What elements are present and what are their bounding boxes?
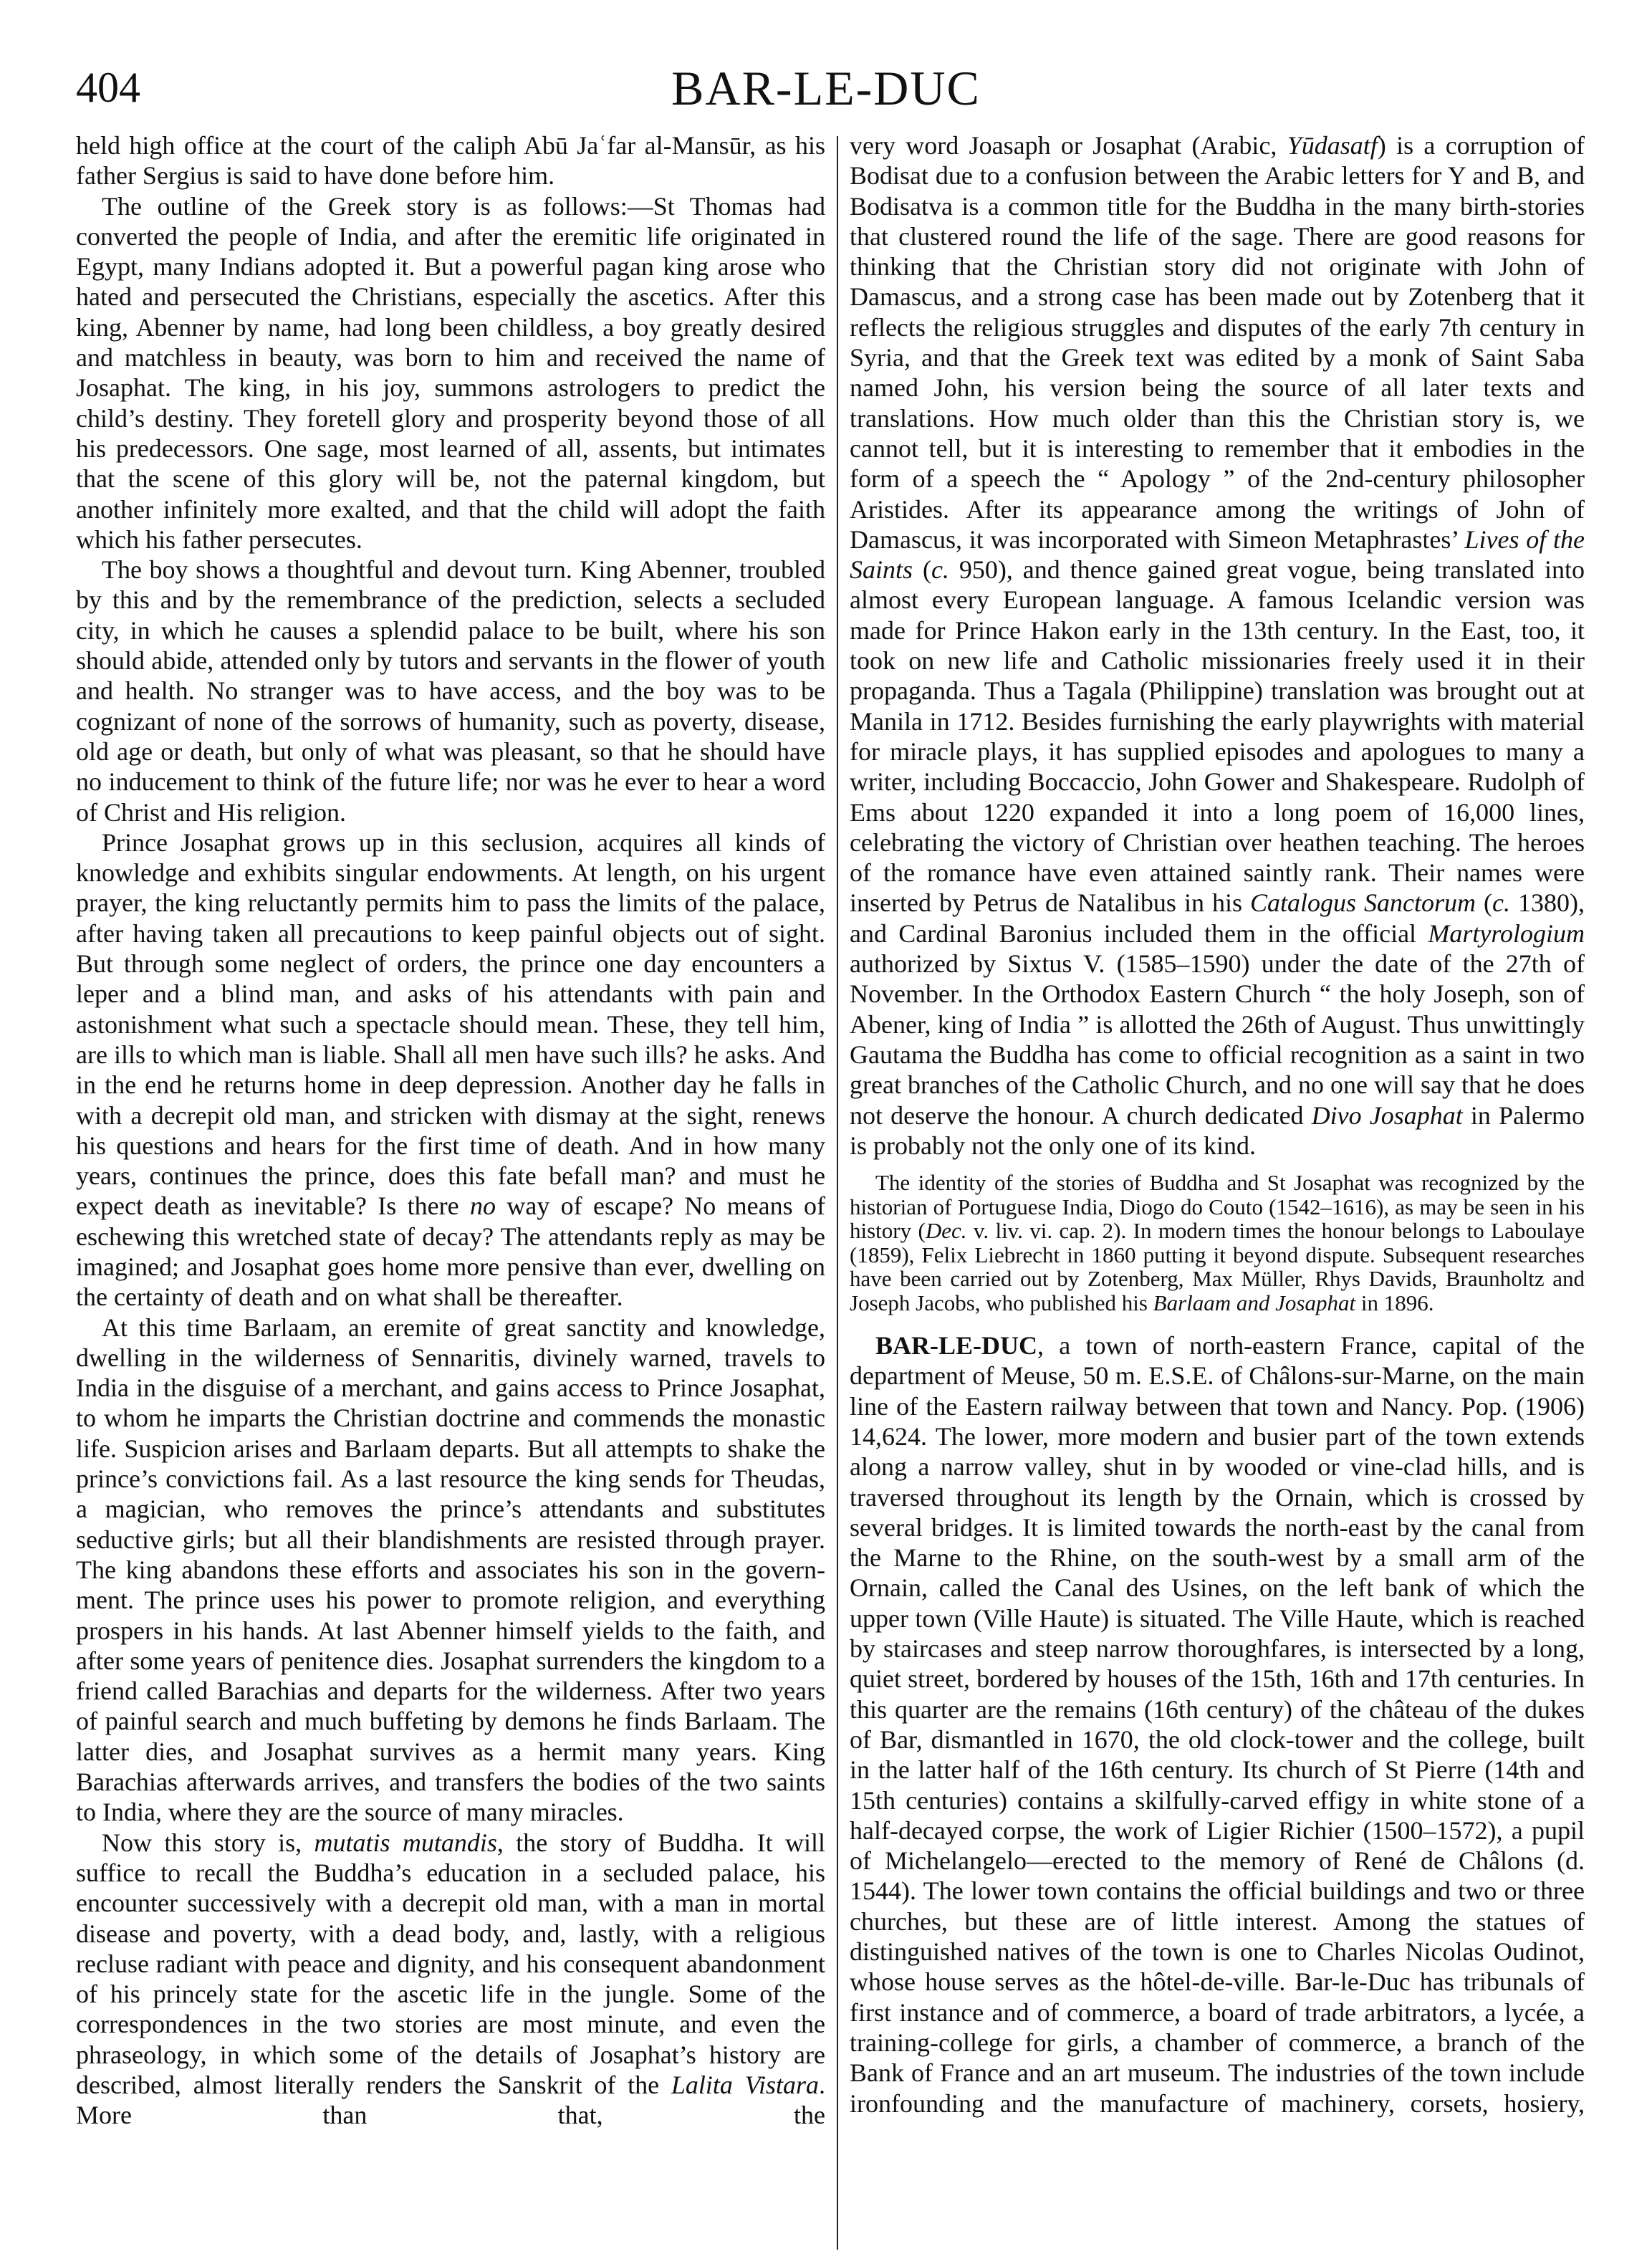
- text-run: Prince Josaphat grows up in this seclusion, acquires all kinds of knowledge and exhibits singular endowments. At length, on his urgent prayer, the king reluctantly permits him to pass the limits of the palace, after having taken all precautions to keep painful objects out of sight. But through some neglect of orders, the prince one day encounters a leper and a blind man, and asks of his attendants with pain and astonishment what such a spectacle should mean. These, they tell him, are ills to which man is liable. Shall all men have such ills? he asks. And in the end he returns home in deep depression. Another day he falls in with a decrepit old man, and stricken with dismay at the sight, renews his questions and hears for the first time of death. And in how many years, continues the prince, does this fate befall man? and must he expect death as inevitable? Is there: [76, 828, 825, 1221]
- italic-text: Divo Josaphat: [1311, 1100, 1463, 1130]
- italic-text: Yūdasatf: [1287, 131, 1378, 160]
- paragraph: [76, 1313, 825, 1828]
- text-run: in Palermo is probably not the only one of its kind.: [850, 1100, 1585, 1160]
- paragraph: [850, 1330, 1585, 2119]
- text-run: ) is a corruption of Bodisat due to a confusion between the Arabic letters for Y and B, and Bodisatva is a common title for the Buddha in the many birth-stories that clustered round the life of the sage. There are good reasons for thinking that the Christian story did not originate with John of Damascus, and a strong case has been made out by Zotenberg that it reflects the religious struggles and disputes of the early 7th century in Syria, and that the Greek text was edited by a monk of Saint Saba named John, his version being the source of all later texts and translations. How much older than this the Christian story is, we cannot tell, but it is interesting to remember that it embodies in the form of a speech the “ Apology ” of the 2nd-century philosopher Aristides. After its appearance among the writings of John of Damascus, it was incorporated with Simeon Metaphrastes’: [850, 131, 1585, 554]
- text-run: , the story of Buddha. It will suffice to recall the Buddha’s education in a secluded palace, his encounter successively with a decrepit old man, with a man in mortal disease and poverty, with a dead body, and, lastly, with a religious recluse radiant with peace and dignity, and his consequent abandonment of his princely state for the ascetic life in the jungle. Some of the correspondences in the two stories are most minute, and even the phraseology, in which some of the details of Josaphat’s history are described, almost literally renders the Sanskrit of the: [76, 1828, 826, 2099]
- italic-text: Martyrologium: [1428, 918, 1585, 948]
- italic-text: Barlaam and Josaphat: [1153, 1290, 1356, 1315]
- page-number: 404: [76, 64, 140, 111]
- text-run: way of escape? No means of eschewing this wretched state of decay? The attendants reply as may be imagined; and Josaphat goes home more pensive than ever, dwelling on the certainty of death and on what shall be thereafter.: [76, 1191, 825, 1312]
- column-divider: [837, 136, 838, 2250]
- paragraph: [76, 1828, 825, 2131]
- italic-text: Dec.: [925, 1218, 967, 1244]
- paragraph: [76, 191, 825, 555]
- italic-text: c.: [1492, 888, 1510, 918]
- entry-headword: BAR-LE-DUC: [875, 1331, 1038, 1361]
- text-run: very word Joasaph or Josaphat (Arabic,: [850, 131, 1287, 160]
- text-run: (: [1476, 888, 1493, 918]
- text-run: The identity of the stories of Buddha and St Josaphat was recognized by the historian of Portuguese India, Diogo do Couto (1542–1616), as may be seen in his history (: [850, 1170, 1585, 1244]
- text-run: The outline of the Greek story is as follows:—St Thomas had converted the people of India, and after the eremitic life originated in Egypt, many Indians adopted it. But a powerful pagan king arose who hated and persecuted the Christians, especially the ascetics. After this king, Abenner by name, had long been childless, a boy greatly desired and matchless in beauty, was born to him and received the name of Josaphat. The king, in his joy, summons astrologers to predict the child’s destiny. They foretell glory and prosperity beyond those of all his predecessors. One sage, most learned of all, assents, but intimates that the scene of this glory will be, not the paternal kingdom, but another infinitely more exalted, and that the child will adopt the faith which his father persecutes.: [76, 191, 825, 554]
- note-paragraph: [850, 1171, 1585, 1315]
- text-run: , a town of north-eastern France, capital of the department of Meuse, 50 m. E.S.E. of Châlons-sur-Marne, on the main line of the Eastern railway between that town and Nancy. Pop. (1906) 14,624. The lower, more modern and busier part of the town extends along a narrow valley, shut in by wooded or vine-clad hills, and is traversed throughout its length by the Ornain, which is crossed by several bridges. It is limited towards the north-east by the canal from the Marne to the Rhine, on the south-west by a small arm of the Ornain, called the Canal des Usines, on the left bank of which the upper town (Ville Haute) is situated. The Ville Haute, which is reached by staircases and steep narrow thoroughfares, is intersected by a long, quiet street, bordered by houses of the 15th, 16th and 17th centuries. In this quarter are the remains (16th century) of the château of the dukes of Bar, dismantled in 1670, the old clock-tower and the college, built in the latter half of the 16th century. Its church of St Pierre (14th and 15th centuries) contains a skilfully-carved effigy in white stone of a half-decayed corpse, the work of Ligier Richier (1500–1572), a pupil of Michelangelo—erected to the memory of René de Châlons (d. 1544). The lower town contains the official buildings and two or three churches, but these are of little interest. Among the statues of distinguished natives of the town is one to Charles Nicolas Oudinot, whose house serves as the hôtel-de-ville. Bar-le-Duc has tribunals of first instance and of commerce, a board of trade arbitrators, a lycée, a training-college for girls, a chamber of commerce, a branch of the Bank of France and an art museum. The industries of the town include ironfounding and the manufacture of machinery, corsets, hosiery,: [850, 1331, 1585, 2118]
- text-run: v. liv. vi. cap. 2). In modern times the honour belongs to Laboulaye (1859), Felix Liebrecht in 1860 putting it beyond dispute. Subsequent researches have been carried out by Zotenberg, Max Müller, Rhys Davids, Braunholtz and Joseph Jacobs, who published his: [850, 1218, 1585, 1315]
- left-column: [76, 130, 825, 2131]
- text-run: authorized by Sixtus V. (1585–1590) under the date of the 27th of November. In the Orthodox Eastern Church “ the holy Joseph, son of Abener, king of India ” is allotted the 26th of August. Thus unwittingly Gautama the Buddha has come to official recognition as a saint in two great branches of the Catholic Church, and no one will say that he does not deserve the honour. A church dedicated: [850, 949, 1585, 1130]
- italic-text: Lalita Vistara: [671, 2071, 820, 2099]
- italic-text: no: [469, 1191, 496, 1221]
- text-run: 1380), and Cardinal Baronius included them in the official: [850, 888, 1585, 948]
- paragraph: [76, 828, 825, 1313]
- text-run: held high office at the court of the caliph Abū Jaʿfar al-Mansūr, as his father Sergius is said to have done before him.: [76, 131, 825, 191]
- text-run: . More than that, the: [76, 2071, 826, 2130]
- text-run: The boy shows a thoughtful and devout turn. King Abenner, troubled by this and by the remembrance of the prediction, selects a secluded city, in which he causes a splendid palace to be built, where his son should abide, attended only by tutors and servants in the flower of youth and health. No stranger was to have access, and the boy was to be cognizant of none of the sorrows of humanity, such as poverty, disease, old age or death, but only of what was pleasant, so that he should have no inducement to think of the future life; nor was he ever to hear a word of Christ and His religion.: [76, 555, 825, 827]
- italic-text: c.: [931, 555, 949, 585]
- page-title: BAR-LE-DUC: [671, 61, 981, 115]
- text-run: in 1896.: [1355, 1290, 1434, 1315]
- text-run: (: [913, 555, 931, 585]
- paragraph: [850, 130, 1585, 1161]
- paragraph: [76, 555, 825, 828]
- italic-text: Lives of the Saints: [850, 524, 1585, 585]
- text-run: Now this story is,: [102, 1828, 314, 1857]
- right-column: [850, 130, 1585, 2119]
- italic-text: mutatis mutandis: [314, 1828, 497, 1857]
- paragraph: [76, 130, 825, 191]
- text-run: 950), and thence gained great vogue, being translated into almost every European language. A famous Icelandic version was made for Prince Hakon early in the 13th century. In the East, too, it took on new life and Catholic missionaries freely used it in their propaganda. Thus a Tagala (Philippine) translation was brought out at Manila in 1712. Besides furnishing the early playwrights with material for miracle plays, it has supplied episodes and apologues to many a writer, including Boccaccio, John Gower and Shakespeare. Rudolph of Ems about 1220 expanded it into a long poem of 16,000 lines, celebrating the victory of Christian over heathen teaching. The heroes of the romance have even attained saintly rank. Their names were inserted by Petrus de Natalibus in his: [850, 555, 1585, 918]
- text-run: At this time Barlaam, an eremite of great sanctity and knowledge, dwelling in the wilderness of Sennaritis, divinely warned, travels to India in the disguise of a merchant, and gains access to Prince Josaphat, to whom he imparts the Christian doctrine and commends the monastic life. Suspicion arises and Barlaam departs. But all attempts to shake the prince’s convictions fail. As a last resource the king sends for Theudas, a magician, who removes the prince’s attendants and substitutes seductive girls; but all their blandishments are resisted through prayer. The king abandons these efforts and associates his son in the government. The prince uses his power to promote religion, and everything prospers in his hands. At last Abenner himself yields to the faith, and after some years of penitence dies. Josaphat surrenders the kingdom to a friend called Barachias and departs for the wilderness. After two years of painful search and much buffeting by demons he finds Barlaam. The latter dies, and Josaphat survives as a hermit many years. King Barachias afterwards arrives, and transfers the bodies of the two saints to India, where they are the source of many miracles.: [76, 1313, 825, 1827]
- italic-text: Catalogus Sanctorum: [1249, 888, 1476, 918]
